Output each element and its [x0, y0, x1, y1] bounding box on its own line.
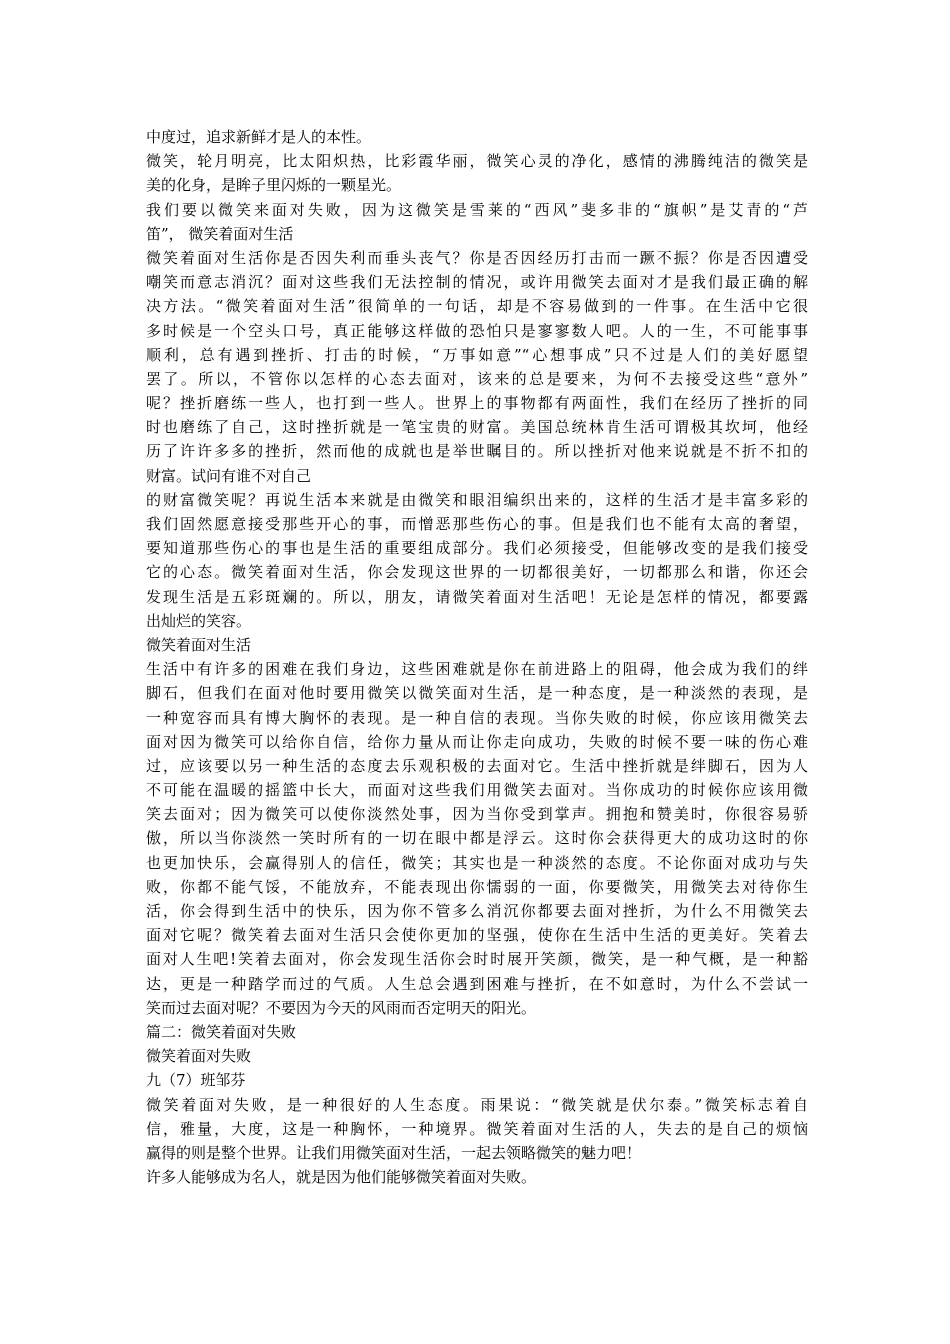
- text-line: 发现生活是五彩斑斓的。所以，朋友，请微笑着面对生活吧！无论是怎样的情况，都要露: [146, 587, 808, 606]
- text-line: 我们要以微笑来面对失败，因为这微笑是雪莱的“西风”斐多非的“旗帜”是艾青的“芦: [146, 200, 808, 219]
- text-line: 过，应该要以另一种生活的态度去乐观积极的去面对它。生活中挫折就是绊脚石，因为人: [146, 756, 808, 775]
- paragraph: [146, 1093, 808, 1166]
- text-line: 笑去面对；因为微笑可以使你淡然处事，因为当你受到掌声。拥抱和赞美时，你很容易骄: [146, 805, 808, 824]
- paragraph: [146, 198, 808, 246]
- paragraph: [146, 633, 808, 657]
- text-line: 赢得的则是整个世界。让我们用微笑面对生活，一起去领略微笑的魅力吧！: [146, 1143, 642, 1162]
- text-line: 我们固然愿意接受那些开心的事，而憎恶那些伤心的事。但是我们也不能有太高的奢望，: [146, 515, 808, 533]
- text-line: 许多人能够成为名人，就是因为他们能够微笑着面对失败。: [146, 1168, 537, 1187]
- text-line: 中度过，追求新鲜才是人的本性。: [146, 128, 372, 146]
- paragraph: [146, 657, 808, 1020]
- text-line: 脚石，但我们在面对他时要用微笑以微笑面对生活，是一种态度，是一种淡然的表现，是: [146, 684, 808, 703]
- text-line: 财富。试问有谁不对自己: [146, 466, 312, 485]
- text-line: 微笑着面对失败，是一种很好的人生态度。雨果说：“微笑就是伏尔泰。”微笑标志着自: [146, 1095, 808, 1114]
- text-line: 微笑着面对生活你是否因失利而垂头丧气？你是否因经历打击而一蹶不振？你是否因遭受: [146, 248, 808, 267]
- text-line: 要知道那些伤心的事也是生活的重要组成部分。我们必须接受，但能够改变的是我们接受: [146, 539, 808, 558]
- text-line: 面对它呢？微笑着去面对生活只会使你更加的坚强，使你在生活中生活的更美好。笑着去: [146, 926, 808, 945]
- text-line: 生活中有许多的困难在我们身边，这些困难就是你在前进路上的阻碍，他会成为我们的绊: [146, 660, 808, 679]
- text-line: 历了许许多多的挫折，然而他的成就也是举世瞩目的。所以挫折对他来说就是不折不扣的: [146, 442, 808, 461]
- text-line: 笑而过去面对呢？不要因为今天的风雨而否定明天的阳光。: [146, 998, 537, 1017]
- text-line: 笛”， 微笑着面对生活: [146, 224, 294, 243]
- text-line: 微笑着面对失败: [146, 1047, 252, 1066]
- text-line: 败，你都不能气馁，不能放弃，不能表现出你懦弱的一面，你要微笑，用微笑去对待你生: [146, 877, 808, 896]
- text-line: 达，更是一种踏学而过的气质。人生总会遇到困难与挫折，在不如意时，为什么不尝试一: [146, 974, 808, 993]
- paragraph: [146, 488, 808, 633]
- text-line: 美的化身，是眸子里闪烁的一颗星光。: [146, 176, 402, 195]
- text-line: 它的心态。微笑着面对生活，你会发现这世界的一切都很美好，一切都那么和谐，你还会: [146, 563, 808, 582]
- text-line: 顺利，总有遇到挫折、打击的时候，“万事如意”“心想事成”只不过是人们的美好愿望: [146, 345, 808, 364]
- text-line: 出灿烂的笑容。: [146, 611, 252, 630]
- text-line: 罢了。所以，不管你以怎样的心态去面对，该来的总是要来，为何不去接受这些“意外”: [146, 369, 808, 388]
- text-line: 的财富微笑呢？再说生活本来就是由微笑和眼泪编织出来的，这样的生活才是丰富多彩的: [146, 490, 808, 509]
- text-line: 微笑着面对生活: [146, 635, 252, 654]
- text-line: 一种宽容而具有博大胸怀的表现。是一种自信的表现。当你失败的时候，你应该用微笑去: [146, 708, 808, 727]
- text-line: 傲，所以当你淡然一笑时所有的一切在眼中都是浮云。这时你会获得更大的成功这时的你: [146, 829, 808, 848]
- text-line: 微笑，轮月明亮，比太阳炽热，比彩霞华丽，微笑心灵的净化，感情的沸腾纯洁的微笑是: [146, 152, 808, 171]
- text-line: 篇二：微笑着面对失败: [146, 1022, 297, 1041]
- paragraph: [146, 246, 808, 488]
- text-line: 多时候是一个空头口号，真正能够这样做的恐怕只是寥寥数人吧。人的一生，不可能事事: [146, 321, 808, 340]
- text-line: 九（7）班邹芬: [146, 1071, 246, 1090]
- document-body: [146, 125, 808, 1189]
- paragraph: [146, 1068, 808, 1092]
- paragraph: [146, 1020, 808, 1044]
- paragraph: [146, 125, 808, 149]
- text-line: 决方法。“微笑着面对生活”很简单的一句话，却是不容易做到的一件事。在生活中它很: [146, 297, 808, 316]
- paragraph: [146, 149, 808, 197]
- paragraph: [146, 1165, 808, 1189]
- text-line: 嘲笑而意志消沉？面对这些我们无法控制的情况，或许用微笑去面对才是我们最正确的解: [146, 273, 808, 292]
- text-line: 呢？挫折磨练一些人，也打到一些人。世界上的事物都有两面性，我们在经历了挫折的同: [146, 394, 808, 413]
- text-line: 活，你会得到生活中的快乐，因为你不管多么消沉你都要去面对挫折，为什么不用微笑去: [146, 902, 808, 920]
- text-line: 时也磨练了自己，这时挫折就是一笔宝贵的财富。美国总统林肯生活可谓极其坎坷，他经: [146, 418, 808, 437]
- text-line: 信，雅量，大度，这是一种胸怀，一种境界。微笑着面对生活的人，失去的是自己的烦恼: [146, 1119, 808, 1138]
- text-line: 面对人生吧!笑着去面对，你会发现生活你会时时展开笑颜，微笑，是一种气概，是一种豁: [146, 950, 808, 969]
- paragraph: [146, 1044, 808, 1068]
- text-line: 也更加快乐，会赢得别人的信任，微笑；其实也是一种淡然的态度。不论你面对成功与失: [146, 853, 808, 872]
- text-line: 不可能在温暖的摇篮中长大，而面对这些我们用微笑去面对。当你成功的时候你应该用微: [146, 781, 808, 800]
- text-line: 面对因为微笑可以给你自信，给你力量从而让你走向成功，失败的时候不要一味的伤心难: [146, 732, 808, 751]
